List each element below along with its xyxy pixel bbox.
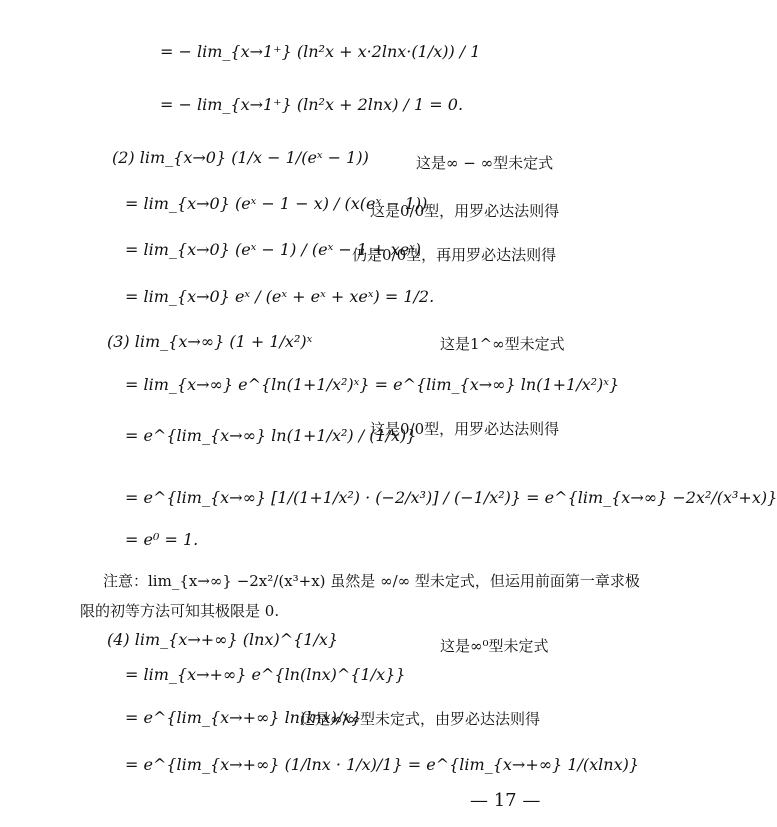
equation-line-1: = − lim_{x→1⁺} (ln²x + x·2lnx·(1/x)) / 1 <box>160 42 481 61</box>
equation-line-2: = − lim_{x→1⁺} (ln²x + 2lnx) / 1 = 0. <box>160 95 464 114</box>
remark-line-2: 限的初等方法可知其极限是 0. <box>80 602 280 620</box>
equation-line-17: = e^{lim_{x→+∞} (1/lnx · 1/x)/1} = e^{lim_{x→+∞} 1/(xlnx)} <box>125 755 640 774</box>
note-zero-over-zero-3: 这是0/0型，用罗必达法则得 <box>370 420 560 438</box>
equation-line-5: = lim_{x→0} (eˣ − 1) / (eˣ − 1 + xeˣ) <box>125 240 422 259</box>
equation-line-4: = lim_{x→0} (eˣ − 1 − x) / (x(eˣ − 1)) <box>125 194 428 213</box>
problem-4-statement: (4) lim_{x→+∞} (lnx)^{1/x} <box>107 630 339 649</box>
note-zero-over-zero-2: 仍是0/0型，再用罗必达法则得 <box>352 246 557 264</box>
page-number: — 17 — <box>470 790 541 811</box>
problem-3-statement: (3) lim_{x→∞} (1 + 1/x²)ˣ <box>107 332 313 351</box>
equation-line-16: = e^{lim_{x→+∞} ln(lnx)/x} <box>125 708 362 727</box>
note-zero-over-zero-1: 这是0/0型，用罗必达法则得 <box>370 202 560 220</box>
equation-line-6: = lim_{x→0} eˣ / (eˣ + eˣ + xeˣ) = 1/2. <box>125 287 435 306</box>
note-one-to-infinity: 这是1^∞型未定式 <box>440 335 565 353</box>
problem-2-statement: (2) lim_{x→0} (1/x − 1/(eˣ − 1)) <box>112 148 369 167</box>
note-infinity-minus-infinity: 这是∞ − ∞型未定式 <box>416 154 554 172</box>
equation-line-9: = e^{lim_{x→∞} ln(1+1/x²) / (1/x)} <box>125 426 417 445</box>
remark-line-1: 注意：lim_{x→∞} −2x²/(x³+x) 虽然是 ∞/∞ 型未定式，但运用前面第一章求极 <box>103 572 640 590</box>
note-infinity-over-infinity: 这是∞/∞型未定式，由罗必达法则得 <box>300 710 541 728</box>
equation-line-11: = e⁰ = 1. <box>125 530 199 549</box>
equation-line-8: = lim_{x→∞} e^{ln(1+1/x²)ˣ} = e^{lim_{x→∞} ln(1+1/x²)ˣ} <box>125 375 620 394</box>
equation-line-10: = e^{lim_{x→∞} [1/(1+1/x²) · (−2/x³)] / (−1/x²)} = e^{lim_{x→∞} −2x²/(x³+x)} <box>125 488 777 507</box>
equation-line-15: = lim_{x→+∞} e^{ln(lnx)^{1/x}} <box>125 665 406 684</box>
note-infinity-to-zero: 这是∞⁰型未定式 <box>440 637 549 655</box>
